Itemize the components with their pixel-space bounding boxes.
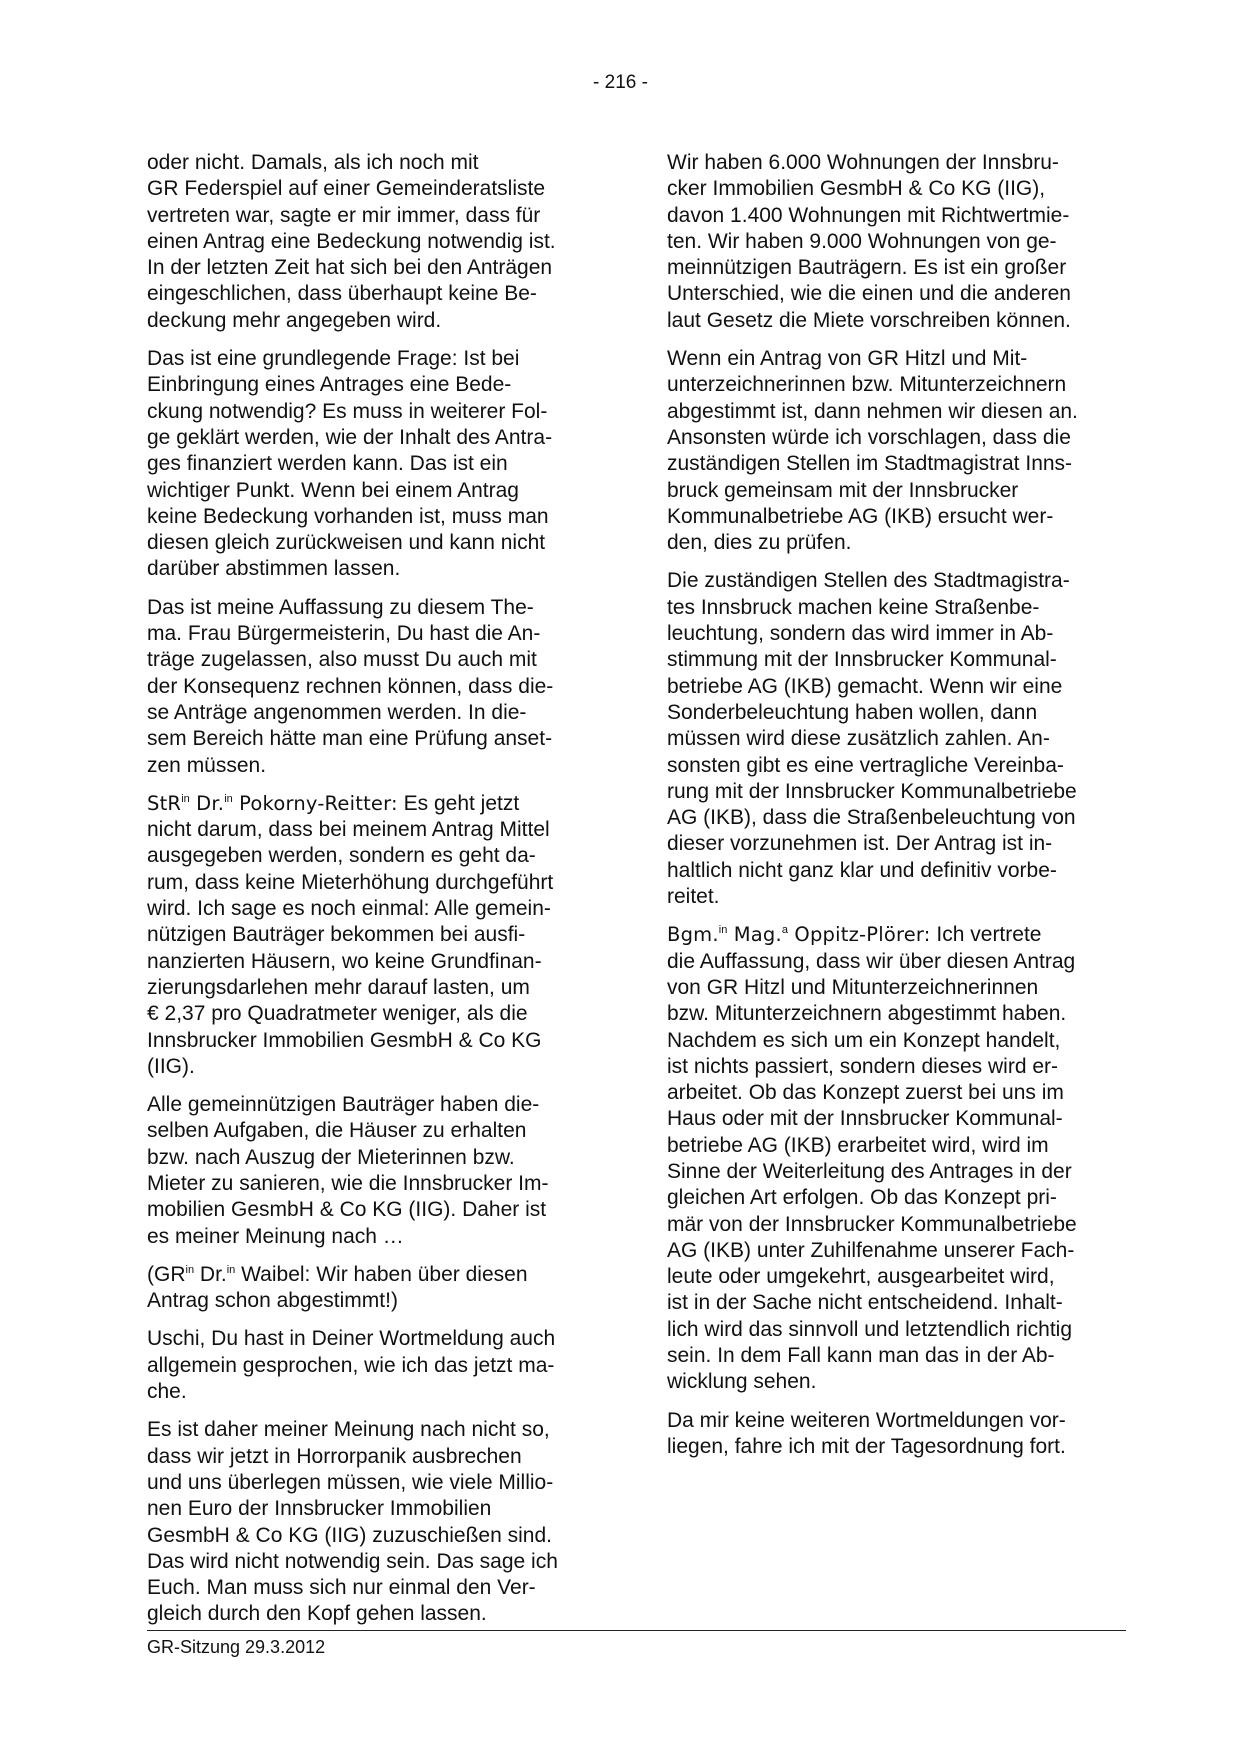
text-line: tes Innsbruck machen keine Straßenbe-: [667, 595, 1040, 619]
text-line: nicht darum, dass bei meinem Antrag Mittel: [147, 818, 550, 842]
text-line: haltlich nicht ganz klar und definitiv vorbe-: [667, 858, 1057, 882]
text-line: mär von der Innsbrucker Kommunalbetriebe: [667, 1212, 1077, 1236]
text-line: lich wird das sinnvoll und letztendlich richtig: [667, 1317, 1073, 1341]
text-line: dieser vorzunehmen ist. Der Antrag ist in-: [667, 832, 1053, 856]
text-line: se Anträge angenommen werden. In die-: [147, 700, 527, 724]
left-column: [147, 150, 603, 1640]
text-line: stimmung mit der Innsbrucker Kommunal-: [667, 648, 1057, 672]
text-line: reitet.: [667, 885, 720, 909]
text-line: wichtiger Punkt. Wenn bei einem Antrag: [147, 478, 519, 502]
text-line: diesen gleich zurückweisen und kann nicht: [147, 531, 546, 555]
text-line: cker Immobilien GesmbH & Co KG (IIG),: [667, 177, 1046, 201]
paragraph-left-8: [147, 1417, 603, 1627]
text-line: AG (IKB) unter Zuhilfenahme unserer Fach-: [667, 1238, 1075, 1262]
text-line: rum, dass keine Mieterhöhung durchgeführt: [147, 870, 554, 894]
text-line: ge geklärt werden, wie der Inhalt des Antra-: [147, 425, 553, 449]
text-line: den, dies zu prüfen.: [667, 531, 852, 555]
text-line: nanzierten Häusern, wo keine Grundfinan-: [147, 949, 542, 973]
text-line: einen Antrag eine Bedeckung notwendig ist.: [147, 229, 556, 253]
text-line: (IIG).: [147, 1054, 195, 1078]
speaker-name: Oppitz-Plörer:: [788, 923, 931, 947]
text-line: Unterschied, wie die einen und die anderen: [667, 282, 1071, 306]
text-line: Einbringung eines Antrages eine Bede-: [147, 373, 512, 397]
speaker-title: Mag.: [727, 923, 782, 947]
text-line: Das wird nicht notwendig sein. Das sage ich: [147, 1549, 558, 1573]
text-line: ausgegeben werden, sondern es geht da-: [147, 844, 536, 868]
speaker-title: Dr.: [189, 791, 225, 815]
text-line: bruck gemeinsam mit der Innsbrucker: [667, 478, 1019, 502]
text-line: selben Aufgaben, die Häuser zu erhalten: [147, 1119, 527, 1143]
interjection-prefix: (GR: [147, 1262, 186, 1286]
text-line: rung mit der Innsbrucker Kommunalbetriebe: [667, 779, 1077, 803]
text-line: ckung notwendig? Es muss in weiterer Fol-: [147, 399, 548, 423]
text-line: sein. In dem Fall kann man das in der Ab-: [667, 1344, 1055, 1368]
text-line: ma. Frau Bürgermeisterin, Du hast die An-: [147, 622, 541, 646]
paragraph-left-6: [147, 1262, 603, 1315]
text-line: Uschi, Du hast in Deiner Wortmeldung auch: [147, 1327, 556, 1351]
text-line: bzw. Mitunterzeichnern abgestimmt haben.: [667, 1002, 1067, 1026]
text-line: Mieter zu sanieren, wie die Innsbrucker Im-: [147, 1171, 549, 1195]
speaker-name: Pokorny-Reitter:: [232, 791, 398, 815]
text-line: ist nichts passiert, sondern dieses wird er-: [667, 1054, 1058, 1078]
speaker-line: [667, 922, 1125, 948]
speech-text: Es geht jetzt: [397, 791, 520, 815]
paragraph-left-2: [147, 346, 603, 583]
text-line: sem Bereich hätte man eine Prüfung anset-: [147, 727, 553, 751]
superscript: in: [718, 924, 728, 937]
right-column: [667, 150, 1125, 1472]
text-line: Wir haben 6.000 Wohnungen der Innsbru-: [667, 151, 1059, 174]
superscript: in: [185, 1263, 195, 1276]
text-line: allgemein gesprochen, wie ich das jetzt ma-: [147, 1353, 555, 1377]
paragraph-left-7: [147, 1326, 603, 1405]
text-line: zen müssen.: [147, 753, 267, 777]
text-line: Antrag schon abgestimmt!): [147, 1289, 398, 1313]
superscript: in: [224, 792, 233, 805]
text-line: GR Federspiel auf einer Gemeinderatsliste: [147, 177, 546, 201]
paragraph-right-4: [667, 922, 1125, 1395]
text-line: liegen, fahre ich mit der Tagesordnung fort.: [667, 1434, 1066, 1458]
text-line: betriebe AG (IKB) erarbeitet wird, wird im: [667, 1133, 1049, 1157]
text-line: abgestimmt ist, dann nehmen wir diesen an.: [667, 399, 1078, 423]
paragraph-left-5: [147, 1092, 603, 1250]
text-line: Es ist daher meiner Meinung nach nicht so,: [147, 1418, 550, 1442]
text-line: Das ist eine grundlegende Frage: Ist bei: [147, 347, 520, 371]
text-line: Kommunalbetriebe AG (IKB) ersucht wer-: [667, 504, 1054, 528]
text-line: Ansonsten würde ich vorschlagen, dass die: [667, 425, 1071, 449]
text-line: mobilien GesmbH & Co KG (IIG). Daher ist: [147, 1198, 547, 1222]
text-line: sonsten gibt es eine vertragliche Vereinba-: [667, 753, 1064, 777]
text-line: wicklung sehen.: [667, 1370, 817, 1394]
text-line: der Konsequenz rechnen können, dass die-: [147, 674, 554, 698]
text-line: leute oder umgekehrt, ausgearbeitet wird,: [667, 1265, 1055, 1289]
page-number: - 216 -: [593, 72, 648, 93]
text-line: davon 1.400 Wohnungen mit Richtwertmie-: [667, 203, 1070, 227]
superscript: in: [226, 1263, 236, 1276]
text-line: Sonderbeleuchtung haben wollen, dann: [667, 700, 1038, 724]
speaker-title: Bgm.: [667, 923, 719, 947]
text-line: Sinne der Weiterleitung des Antrages in der: [667, 1159, 1072, 1183]
superscript: a: [781, 924, 788, 937]
paragraph-right-3: [667, 568, 1125, 910]
text-line: nützigen Bauträger bekommen bei ausfi-: [147, 923, 526, 947]
interjection-line: [147, 1262, 603, 1288]
text-line: Alle gemeinnützigen Bauträger haben die-: [147, 1093, 540, 1117]
footer-text: GR-Sitzung 29.3.2012: [147, 1637, 326, 1657]
text-line: Die zuständigen Stellen des Stadtmagistra-: [667, 569, 1070, 593]
text-line: ten. Wir haben 9.000 Wohnungen von ge-: [667, 229, 1057, 253]
text-line: die Auffassung, dass wir über diesen Antrag: [667, 949, 1076, 973]
text-line: deckung mehr angegeben wird.: [147, 308, 442, 332]
text-line: träge zugelassen, also musst Du auch mit: [147, 648, 537, 672]
text-line: ist in der Sache nicht entscheidend. Inhalt-: [667, 1291, 1063, 1315]
text-line: bzw. nach Auszug der Mieterinnen bzw.: [147, 1145, 515, 1169]
text-line: es meiner Meinung nach …: [147, 1224, 404, 1248]
text-line: und uns überlegen müssen, wie viele Millio-: [147, 1470, 554, 1494]
text-line: keine Bedeckung vorhanden ist, muss man: [147, 504, 549, 528]
speaker-title: StR: [147, 791, 182, 815]
paragraph-right-2: [667, 346, 1125, 556]
paragraph-left-4: [147, 791, 603, 1080]
text-line: betriebe AG (IKB) gemacht. Wenn wir eine: [667, 674, 1063, 698]
text-line: zierungsdarlehen mehr darauf lasten, um: [147, 975, 530, 999]
paragraph-right-5: [667, 1408, 1125, 1461]
text-line: Das ist meine Auffassung zu diesem The-: [147, 595, 534, 619]
text-line: nen Euro der Innsbrucker Immobilien: [147, 1497, 492, 1521]
text-line: Nachdem es sich um ein Konzept handelt,: [667, 1028, 1061, 1052]
footer-divider: [147, 1630, 1126, 1631]
text-line: oder nicht. Damals, als ich noch mit: [147, 151, 479, 174]
text-line: GesmbH & Co KG (IIG) zuzuschießen sind.: [147, 1523, 552, 1547]
text-line: arbeitet. Ob das Konzept zuerst bei uns im: [667, 1081, 1064, 1105]
text-line: leuchtung, sondern das wird immer in Ab-: [667, 622, 1054, 646]
interjection-text: Waibel: Wir haben über diesen: [235, 1262, 528, 1286]
paragraph-left-1: [147, 150, 603, 334]
text-line: Haus oder mit der Innsbrucker Kommunal-: [667, 1107, 1063, 1131]
text-line: gleich durch den Kopf gehen lassen.: [147, 1602, 487, 1626]
text-line: AG (IKB), dass die Straßenbeleuchtung von: [667, 806, 1076, 830]
text-line: darüber abstimmen lassen.: [147, 557, 401, 581]
text-line: ges finanziert werden kann. Das ist ein: [147, 452, 508, 476]
superscript: in: [181, 792, 190, 805]
text-line: Euch. Man muss sich nur einmal den Ver-: [147, 1576, 536, 1600]
text-line: zuständigen Stellen im Stadtmagistrat Inns-: [667, 452, 1073, 476]
speech-text: Ich vertrete: [930, 923, 1042, 947]
text-line: Innsbrucker Immobilien GesmbH & Co KG: [147, 1028, 542, 1052]
text-line: che.: [147, 1380, 187, 1404]
text-line: vertreten war, sagte er mir immer, dass für: [147, 203, 541, 227]
text-line: wird. Ich sage es noch einmal: Alle gemein-: [147, 897, 551, 921]
text-line: In der letzten Zeit hat sich bei den Anträgen: [147, 256, 553, 280]
speaker-line: [147, 791, 603, 817]
text-line: Da mir keine weiteren Wortmeldungen vor-: [667, 1408, 1066, 1432]
text-line: Wenn ein Antrag von GR Hitzl und Mit-: [667, 347, 1028, 371]
interjection-title: Dr.: [194, 1262, 227, 1286]
text-line: meinnützigen Bauträgern. Es ist ein großer: [667, 256, 1067, 280]
text-line: unterzeichnerinnen bzw. Mitunterzeichnern: [667, 373, 1067, 397]
paragraph-left-3: [147, 595, 603, 779]
paragraph-right-1: [667, 150, 1125, 334]
text-line: dass wir jetzt in Horrorpanik ausbrechen: [147, 1444, 522, 1468]
text-line: eingeschlichen, dass überhaupt keine Be-: [147, 282, 537, 306]
text-line: von GR Hitzl und Mitunterzeichnerinnen: [667, 975, 1039, 999]
text-line: gleichen Art erfolgen. Ob das Konzept pri-: [667, 1186, 1057, 1210]
text-line: € 2,37 pro Quadratmeter weniger, als die: [147, 1002, 528, 1026]
text-line: müssen wird diese zusätzlich zahlen. An-: [667, 727, 1050, 751]
text-line: laut Gesetz die Miete vorschreiben können.: [667, 308, 1071, 332]
